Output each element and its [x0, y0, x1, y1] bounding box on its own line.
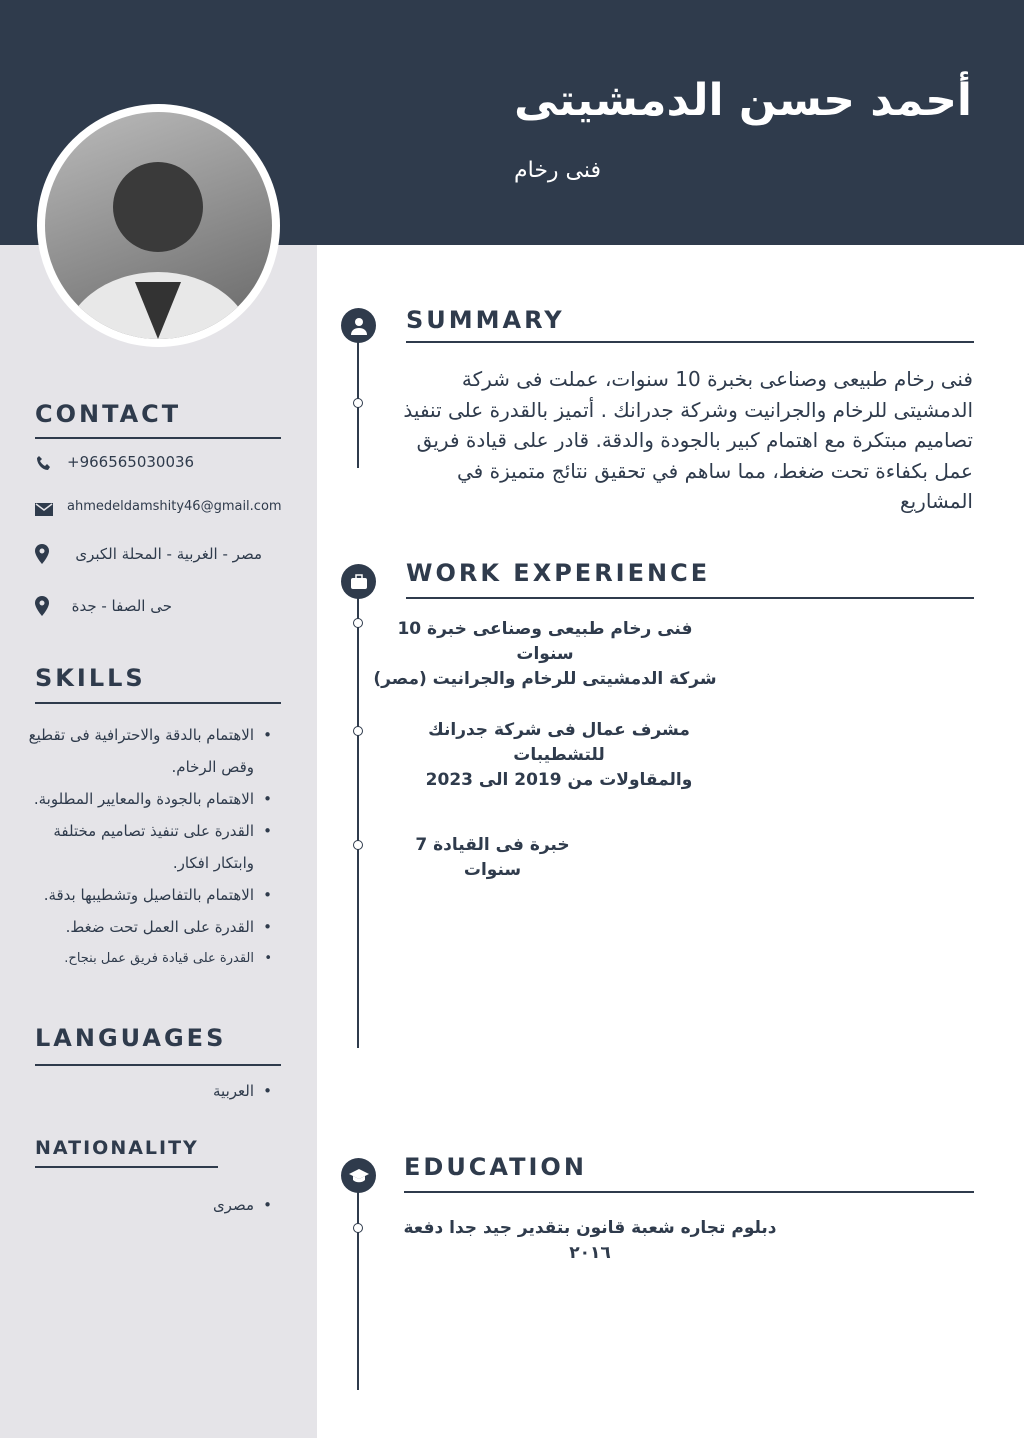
graduation-cap-icon: [341, 1158, 376, 1193]
phone-icon: [35, 454, 53, 472]
email-address[interactable]: ahmedeldamshity46@gmail.com: [67, 499, 282, 514]
phone-number[interactable]: +966565030036: [67, 453, 195, 471]
nationality-heading: NATIONALITY: [35, 1137, 199, 1159]
experience-item: [385, 833, 600, 883]
address-line-2: حى الصفا - جدة: [71, 597, 172, 615]
job-title: فنى رخام: [514, 158, 602, 183]
divider: [406, 597, 974, 599]
user-icon: [341, 308, 376, 343]
timeline-dot: [353, 1223, 363, 1233]
skill-item: • الاهتمام بالجودة والمعايير المطلوبة.: [22, 783, 272, 815]
skills-list: [22, 719, 272, 975]
timeline-dot: [353, 618, 363, 628]
timeline-line: [357, 325, 359, 468]
divider: [35, 1166, 218, 1168]
skills-heading: SKILLS: [35, 664, 146, 692]
languages-heading: LANGUAGES: [35, 1024, 227, 1052]
divider: [404, 1191, 974, 1193]
language-item: • العربية: [72, 1075, 272, 1107]
experience-line: مشرف عمال فى شركة جدرانك للتشطيبات: [428, 720, 690, 765]
nationality-item: • مصرى: [72, 1189, 272, 1221]
location-icon: [33, 545, 51, 563]
divider: [35, 702, 281, 704]
languages-list: [72, 1075, 272, 1107]
profile-photo: [37, 104, 280, 347]
divider: [406, 341, 974, 343]
education-heading: EDUCATION: [404, 1153, 587, 1181]
summary-text: فنى رخام طبيعى وصناعى بخبرة 10 سنوات، عملت فى شركة الدمشيتى للرخام والجرانيت وشركة جدرانك . أتميز بالقدرة على تنفيذ تصاميم مبتكرة مع اهتمام كبير بالجودة والدقة. قادر على قيادة فريق عمل بكفاءة تحت ضغط، مما ساهم في تحقيق نتائج متميزة في المشاريع: [403, 367, 973, 513]
skill-item: • القدرة على العمل تحت ضغط.: [22, 911, 272, 943]
location-icon: [33, 597, 51, 615]
divider: [35, 1064, 281, 1066]
skill-item: • الاهتمام بالتفاصيل وتشطيبها بدقة.: [22, 879, 272, 911]
experience-line: خبرة فى القيادة 7 سنوات: [415, 835, 570, 880]
timeline-line: [357, 1175, 359, 1390]
experience-heading: WORK EXPERIENCE: [406, 559, 711, 587]
email-icon: [35, 500, 53, 518]
nationality-list: [72, 1189, 272, 1221]
timeline-dot: [353, 398, 363, 408]
full-name: أحمد حسن الدمشيتى: [514, 75, 972, 126]
summary-heading: SUMMARY: [406, 306, 565, 334]
contact-heading: CONTACT: [35, 400, 182, 428]
experience-item: [370, 617, 720, 692]
address-line-1: مصر - الغربية - المحلة الكبرى: [75, 545, 262, 563]
skill-item: • الاهتمام بالدقة والاحترافية فى تقطيع وقص الرخام.: [22, 719, 272, 783]
experience-line: شركة الدمشيتى للرخام والجرانيت (مصر): [373, 669, 717, 689]
skill-item: • القدرة على قيادة فريق عمل بنجاح.: [22, 943, 272, 975]
briefcase-icon: [341, 564, 376, 599]
timeline-line: [357, 580, 359, 1048]
timeline-dot: [353, 726, 363, 736]
education-item: دبلوم تجاره شعبة قانون بتقدير جيد جدا دفعة ٢٠١٦: [403, 1218, 777, 1263]
skill-item: • القدرة على تنفيذ تصاميم مختلفة وابتكار افكار.: [22, 815, 272, 879]
experience-line: فنى رخام طبيعى وصناعى خبرة 10 سنوات: [397, 619, 693, 664]
timeline-dot: [353, 840, 363, 850]
divider: [35, 437, 281, 439]
experience-item: [380, 718, 738, 793]
experience-line: والمقاولات من 2019 الى 2023: [425, 770, 693, 790]
